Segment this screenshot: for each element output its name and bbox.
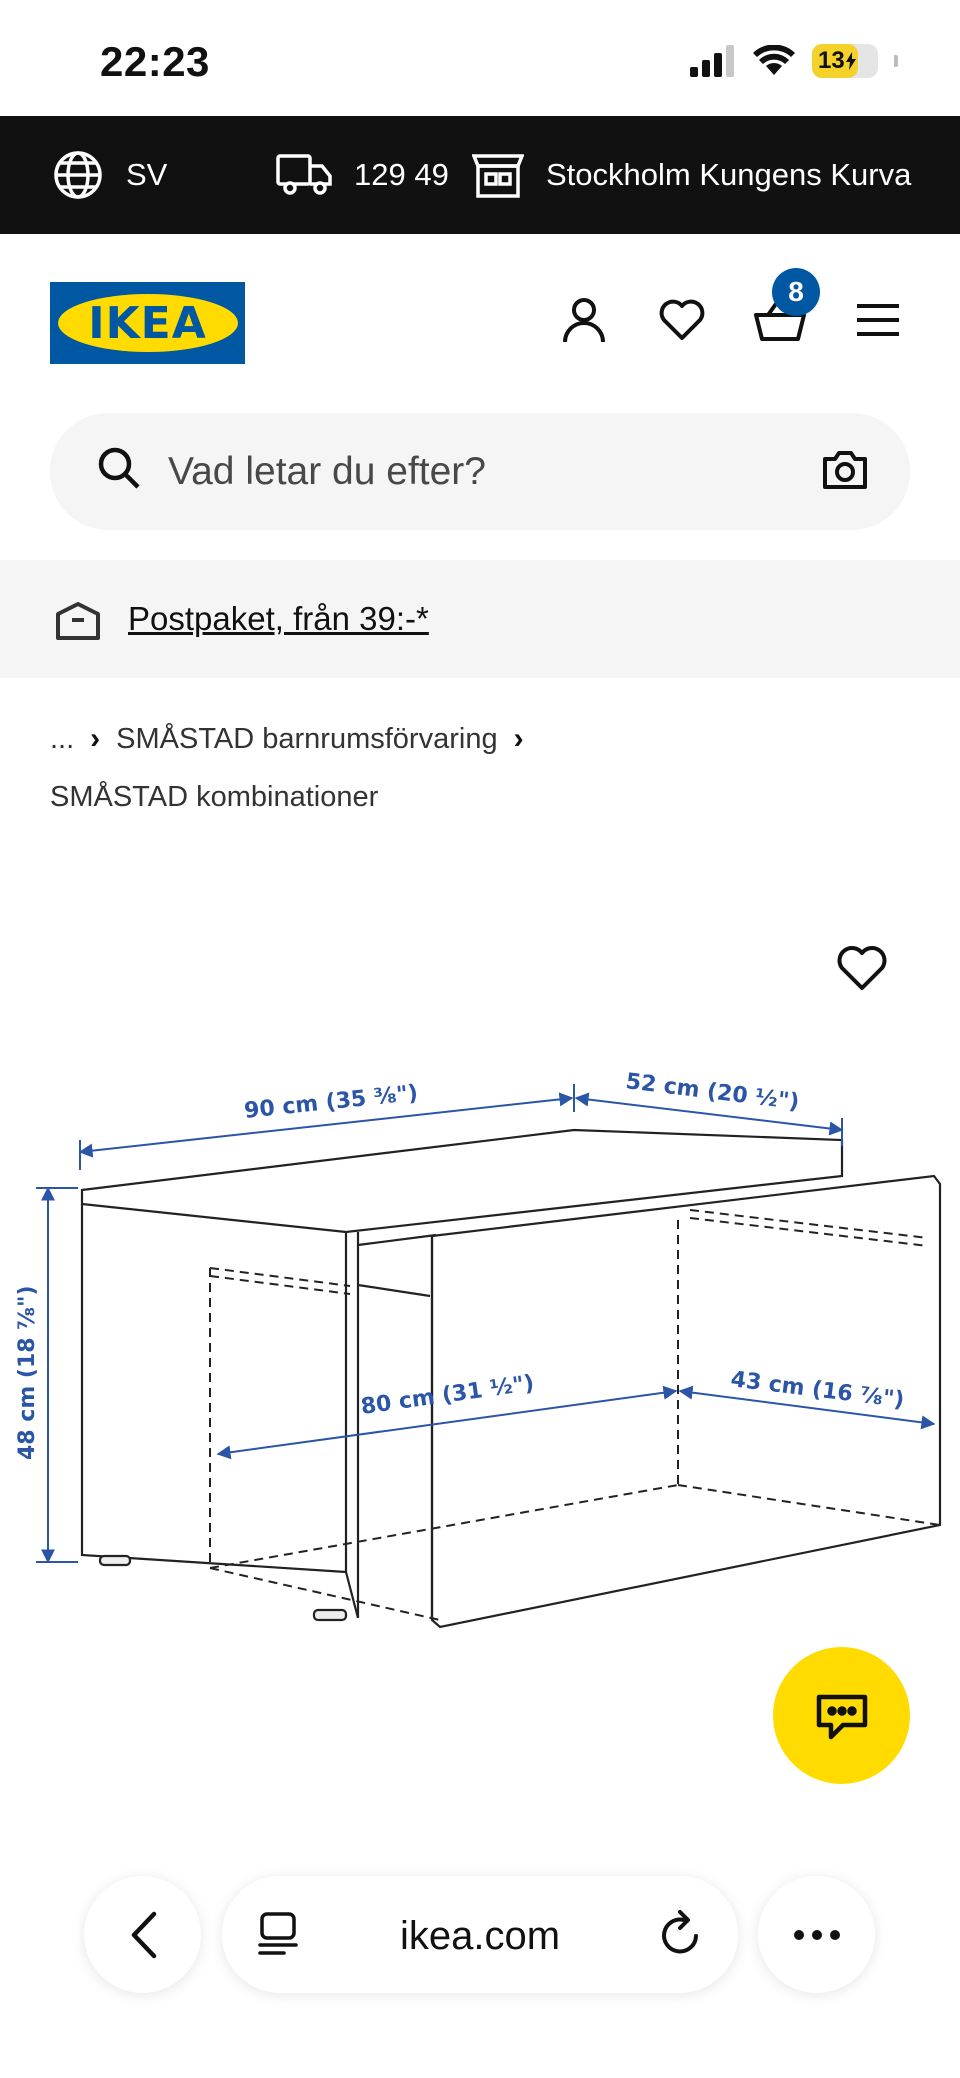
address-bar[interactable] [222,1876,738,1993]
storage-box-diagram [0,840,960,1680]
search-bar[interactable] [50,413,910,530]
ikea-logo[interactable] [50,282,245,364]
status-icons [690,44,898,78]
chat-button[interactable] [773,1647,910,1784]
user-icon [561,296,607,344]
promo-banner [0,560,960,678]
chat-bubble-icon [815,1691,869,1741]
cart-button[interactable] [754,276,806,346]
reload-icon[interactable] [658,1910,704,1958]
account-button[interactable] [558,294,610,346]
header-actions [558,276,904,346]
store-icon [472,152,524,198]
favorites-button[interactable] [656,294,708,346]
heart-icon [658,298,706,342]
heart-icon [836,944,888,992]
battery-indicator [812,44,878,78]
chevron-left-icon [128,1910,158,1960]
zip-code: 129 49 [354,157,449,192]
language-label: SV [126,157,168,192]
search-input[interactable]: Vad letar du efter? [168,449,486,493]
battery-level: 13 [818,47,845,74]
breadcrumb [50,710,910,826]
more-dots-icon [794,1930,804,1940]
url-text: ikea.com [399,1914,561,1958]
breadcrumb-ellipsis[interactable]: ... [50,723,75,755]
store-name: Stockholm Kungens Kurva [546,157,912,192]
back-button[interactable] [84,1876,201,1993]
language-selector[interactable] [52,116,167,234]
camera-search-icon[interactable] [822,449,868,491]
chevron-right-icon: › [513,722,524,755]
more-options-button[interactable] [758,1876,875,1993]
delivery-truck-icon [276,152,332,198]
hamburger-menu-icon [857,303,899,337]
status-bar [0,0,960,116]
dimension-depth-label: 52 cm (20 ½") [624,1069,801,1116]
promo-link[interactable]: Postpaket, från 39:-* [128,600,429,637]
charging-bolt-icon [846,52,856,70]
browser-toolbar [0,1850,960,2078]
utility-bar [0,116,960,234]
delivery-zip[interactable] [276,116,449,234]
parcel-icon [56,600,100,642]
dimension-inner-width-label: 80 cm (31 ½") [359,1370,536,1420]
site-header [0,234,960,404]
cellular-signal-icon [690,45,736,77]
product-dimension-image[interactable] [0,840,960,1680]
wifi-icon [752,45,796,77]
dimension-width-label: 90 cm (35 ⅜") [243,1080,420,1124]
dimension-height-label: 48 cm (18 ⅞") [15,1285,40,1460]
status-time: 22:23 [100,38,210,85]
breadcrumb-item[interactable]: SMÅSTAD kombinationer [50,781,379,813]
search-icon [96,445,142,491]
chevron-right-icon: › [90,722,101,755]
store-selector[interactable] [472,116,911,234]
breadcrumb-item[interactable]: SMÅSTAD barnrumsförvaring [116,723,498,755]
globe-icon [52,149,104,201]
menu-button[interactable] [852,294,904,346]
product-favorite-button[interactable] [836,944,888,996]
logo-text: IKEA [88,297,207,349]
dimension-inner-depth-label: 43 cm (16 ⅞") [729,1367,906,1414]
cart-count-badge: 8 [772,268,820,316]
